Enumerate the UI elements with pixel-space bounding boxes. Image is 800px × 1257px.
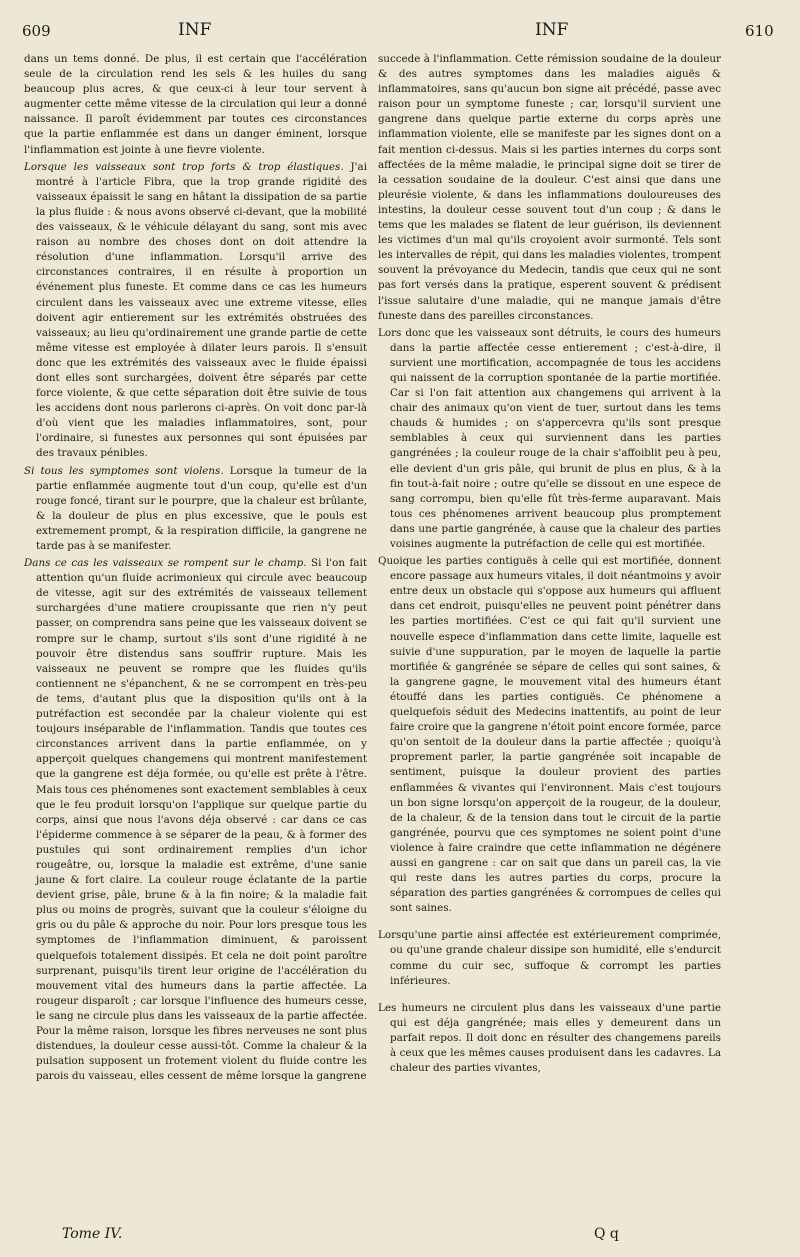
right-column: [378, 52, 721, 1078]
paragraph-lead: Dans ce cas les vaisseaux se rompent sur le champ.: [24, 557, 307, 570]
footer-tome: Tome IV.: [62, 1226, 123, 1242]
footer-signature: Q q: [594, 1226, 619, 1242]
paragraph: Lorsqu'une partie ainsi affectée est extérieurement comprimée, ou qu'une grande chaleur dissipe son humidité, elle s'endurcit comme du cuir sec, suffoque & corrompt les parties inférieures.: [378, 929, 721, 987]
running-head-right: INF: [535, 20, 569, 40]
page-number-right: 610: [745, 22, 774, 40]
paragraph: dans un tems donné. De plus, il est certain que l'accélération seule de la circulation rend les sels & les huiles du sang beaucoup plus acres, & que ceux-ci à leur tour servent à augmenter cette même vitesse de la circulation qui leur a donné naissance. Il paroît évidemment par toutes ces circonstances que la partie enflammée est dans un danger éminent, lorsque l'inflammation est jointe à une fievre violente.: [24, 53, 367, 156]
paragraph-lead: Lorsque les vaisseaux sont trop forts & trop élastiques.: [24, 160, 344, 173]
paragraph: Quoique les parties contiguës à celle qui est mortifiée, donnent encore passage aux humeurs vitales, il doit néantmoins y avoir entre deux un obstacle qui s'oppose aux humeurs qui affluent dans cet endroit, puisqu'elles ne peuvent point pénétrer dans les parties mortifiées. C'est ce qui fait qu'il survient une nouvelle espece d'inflammation dans cette limite, laquelle est suivie d'une suppuration, par le moyen de laquelle la partie mortifiée & gangrénée se sépare de celles qui sont saines, & la gangrene gagne, le mouvement vital des humeurs étant étouffé dans les parties contiguës. Ce phénomene a quelquefois séduit des Medecins inattentifs, au point de leur faire croire que la gangrene n'étoit point encore formée, parce qu'on sentoit de la douleur dans la partie affectée ; quoiqu'à proprement parler, la partie gangrénée soit incapable de sentiment, puisque la douleur provient des parties enflammées & vivantes qui l'environnent. Mais c'est toujours un bon signe lorsqu'on apperçoit de la rougeur, de la douleur, de la chaleur, & de la tension dans tout le circuit de la partie gangrénée, pourvu que ces symptomes ne soient point d'une violence à faire craindre que cette inflammation ne dégénere aussi en gangrene : car on sait que dans un pareil cas, la vie qui reste dans les autres parties du corps, procure la séparation des parties gangrénées & corrompues de celles qui sont saines.: [378, 555, 721, 915]
paragraph-lead: Si tous les symptomes sont violens.: [24, 464, 224, 477]
left-column: [24, 52, 367, 1086]
running-head-left: INF: [178, 20, 212, 40]
paragraph: Lorsque les vaisseaux sont trop forts & trop élastiques. J'ai montré à l'article Fibra, que la trop grande rigidité des vaisseaux épaissit le sang en hâtant la dissipation de sa partie la plus fluide : & nous avons observé ci-devant, que la mobilité des vaisseaux, & le véhicule délayant du sang, sont mis avec raison au nombre des choses dont on doit attendre la résolution d'une inflammation. Lorsqu'il arrive des circonstances contraires, il en résulte à proportion un événement plus funeste. Et comme dans ce cas les humeurs circulent dans les vaisseaux avec une extreme vitesse, elles doivent agir entierement sur les extrémités obstruées des vaisseaux; au lieu qu'ordinairement une grande partie de cette même vitesse est employée à dilater leurs parois. Il s'ensuit donc que les extrémités des vaisseaux avec le fluide épaissi dont elles sont surchargées, doivent être séparés par cette force violente, & que cette séparation doit être suivie de tous les accidens dont nous parlerons ci-après. On voit donc par-là d'où vient que les maladies inflammatoires, sont, pour l'ordinaire, si funestes aux personnes qui sont épuisées par des travaux pénibles.: [24, 160, 367, 460]
paragraph: Dans ce cas les vaisseaux se rompent sur le champ. Si l'on fait attention qu'un fluide acrimonieux qui circule avec beaucoup de vitesse, agit sur des extrémités de vaisseaux tellement surchargées d'une matiere croupissante que rien n'y peut passer, on comprendra sans peine que les vaisseaux doivent se rompre sur le champ, surtout s'ils sont d'une rigidité à ne pouvoir être distendus sans souffrir rupture. Mais les vaisseaux ne peuvent se rompre que les fluides qu'ils contiennent ne s'épanchent, & ne se corrompent en très-peu de tems, d'autant plus que la disposition qu'ils ont à la putréfaction est secondée par la chaleur violente qui est toujours inséparable de l'inflammation. Tandis que toutes ces circonstances arrivent dans la partie enflammée, on y apperçoit quelques changemens qui montrent manifestement que la gangrene est déja formée, ou qu'elle est prête à l'être. Mais tous ces phénomenes sont exactement semblables à ceux que le feu produit lorsqu'on l'applique sur quelque partie du corps, ainsi que nous l'avons déja observé : car dans ce cas l'épiderme commence à se séparer de la peau, & à former des pustules qui sont ordinairement remplies d'un ichor rougeâtre, ou, lorsque la maladie est extrême, d'une sanie jaune & fort claire. La couleur rouge éclatante de la partie devient grise, pâle, brune & à la fin noire; & la maladie fait plus ou moins de progrès, suivant que la couleur s'éloigne du gris ou du pâle & approche du noir. Pour lors presque tous les symptomes de l'inflammation diminuent, & paroissent quelquefois totalement dissipés. Et cela ne doit point paroître surprenant, puisqu'ils tirent leur origine de l'accélération du mouvement vital des humeurs dans la partie affectée. La rougeur disparoît ; car lorsque l'influence des humeurs cesse, le sang ne circule plus dans les vaisseaux de la partie affectée. Pour la même raison, lorsque les fibres nerveuses ne sont plus distendues, la douleur cesse aussi-tôt. Comme la chaleur & la pulsation supposent un frotement violent du fluide contre les parois du vaisseau, elles cessent de même lorsque la gangrene: [24, 557, 367, 1083]
paragraph: Les humeurs ne circulent plus dans les vaisseaux d'une partie qui est déja gangrénée; mais elles y demeurent dans un parfait repos. Il doit donc en résulter des changemens pareils à ceux que les mêmes causes produisent dans les cadavres. La chaleur des parties vivantes,: [378, 1001, 721, 1075]
paragraph: Lors donc que les vaisseaux sont détruits, le cours des humeurs dans la partie affectée cesse entierement ; c'est-à-dire, il survient une mortification, accompagnée de tous les accidens qui naissent de la corruption spontanée de la partie mortifiée. Car si l'on fait attention aux changemens qui arrivent à la chair des animaux qu'on vient de tuer, surtout dans les tems chauds & humides ; on s'appercevra qu'ils sont presque semblables à ceux qui surviennent dans les parties gangrénées ; la couleur rouge de la chair s'affoiblit peu à peu, elle devient d'un gris pâle, qui brunit de plus en plus, & à la fin tout-à-fait noire ; outre qu'elle se dissout en une espece de sang corrompu, bien qu'elle fût très-ferme auparavant. Mais tous ces phénomenes arrivent beaucoup plus promptement dans une partie gangrénée, à cause que la chaleur des parties voisines augmente la putréfaction de celle qui est mortifiée.: [378, 326, 721, 550]
paragraph: Si tous les symptomes sont violens. Lorsque la tumeur de la partie enflammée augmente tout d'un coup, qu'elle est d'un rouge foncé, tirant sur le pourpre, que la chaleur est brûlante, & la douleur de plus en plus excessive, que le pouls est extremement prompt, & la respiration difficile, la gangrene ne tarde pas à se manifester.: [24, 464, 367, 552]
paragraph: succede à l'inflammation. Cette rémission soudaine de la douleur & des autres symptomes dans les maladies aiguës & inflammatoires, sans qu'aucun bon signe ait précédé, passe avec raison pour un symptome funeste ; car, lorsqu'il survient une gangrene dans quelque partie externe du corps après une inflammation violente, elle se manifeste par les signes dont on a fait mention ci-dessus. Mais si les parties internes du corps sont affectées de la même maladie, le principal signe doit se tirer de la cessation soudaine de la douleur. C'est ainsi que dans une pleurésie violente, & dans les inflammations douloureuses des intestins, la douleur cesse souvent tout d'un coup ; & dans le tems que les malades se flatent de leur guérison, ils deviennent les victimes d'un mal qu'ils croyoient avoir surmonté. Tels sont les intervalles de répit, qui dans les maladies violentes, trompent souvent la prévoyance du Medecin, tandis que ceux qui ne sont pas fort versés dans la pratique, esperent souvent & prédisent l'issue salutaire d'une maladie, qui ne manque jamais d'être funeste dans des pareilles circonstances.: [378, 53, 721, 322]
page-number-left: 609: [22, 22, 51, 40]
